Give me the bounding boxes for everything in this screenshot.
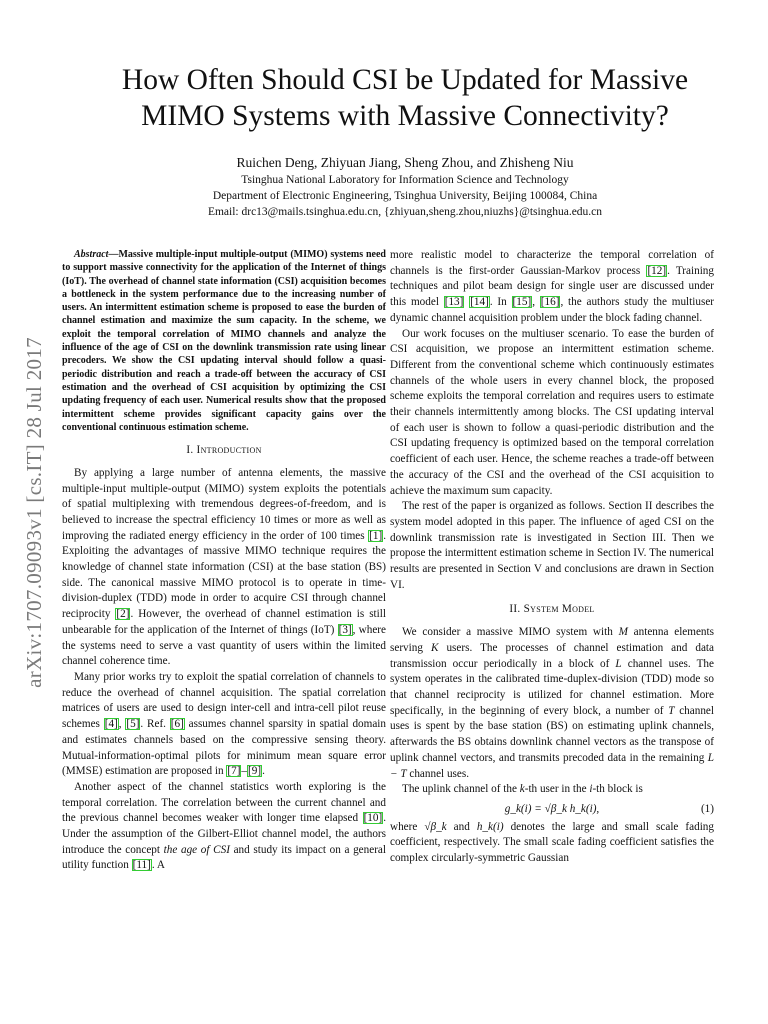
- intro-paragraph-2: [62, 670, 386, 780]
- arxiv-stamp: [14, 0, 54, 1024]
- text-run: and study its impact on a general utility function: [62, 843, 386, 872]
- equation-1-number: (1): [700, 802, 714, 815]
- intro-paragraph-4: Our work focuses on the multiuser scenario. To ease the burden of CSI acquisition, we propose an intermittent estimation scheme. Different from the conventional scheme which continuously estimates channels of the whole users in every channel block, the proposed scheme exploits the temporal correlation and requires users to estimate their channels intermittently among blocks. The CSI updating interval of each user is shown to follow a quasi-periodic distribution and the CSI updating frequency is optimized based on the temporal correlation coefficient of each user. Hence, the scheme reaches a trade-off between the accuracy of the CSI and the overhead of the CSI acquisition to achieve the maximum sum capacity.: [390, 327, 714, 497]
- text-run: . Exploiting the advantages of massive MIMO technique requires the knowledge of channel state information (CSI) at the base station (BS) side. The canonical massive MIMO protocol is to operate in time-division-duplex (TDD) mode in order to acquire CSI through channel reciprocity: [62, 529, 386, 621]
- text-run: . Training techniques and pilot beam design for single user are discussed under this model: [390, 264, 714, 309]
- text-run: antenna elements serving: [390, 626, 714, 654]
- math-symbol: k: [519, 783, 525, 796]
- right-column: [390, 248, 714, 867]
- intro-paragraph-5: The rest of the paper is organized as follows. Section II describes the system model adopted in this paper. The influence of aged CSI on the downlink transmission rate is investigated in Section III. Then we propose the intermittent estimation scheme in Section IV. The numerical results are presented in Section V and conclusions are drawn in Section VI.: [390, 500, 714, 591]
- text-run: . Ref.: [140, 718, 170, 731]
- math-symbol: L: [615, 657, 622, 670]
- text-run: -th block is: [592, 783, 643, 796]
- citation-link[interactable]: [14]: [470, 296, 489, 309]
- text-run: channel uses. The system operates in the calibrated time-duplex-division (TDD) mode so that channel reciprocity is utilized for channel estimation. More specifically, in the beginning of every block, a number of: [390, 657, 714, 717]
- citation-link[interactable]: [12]: [647, 264, 667, 277]
- citation-link[interactable]: [4]: [104, 718, 118, 731]
- math-symbol: √β_k: [424, 820, 447, 833]
- citation-link[interactable]: [15]: [512, 296, 532, 309]
- text-run: . Under the assumption of the Gilbert-Elliot channel model, the authors introduce the concept: [62, 812, 386, 856]
- text-run: denotes the large and small scale fading coefficient, respectively. The small scale fading coefficient satisfies the complex circularly-symmetric Gaussian: [390, 820, 714, 865]
- text-run: Many prior works try to exploit the spatial correlation of channels to reduce the overhead of channel acquisition. The spatial correlation matrices of users are used to design inter-cell and intra-cell pilot reuse schemes: [62, 671, 386, 731]
- citation-link[interactable]: [5]: [126, 718, 140, 731]
- text-run: . In: [489, 296, 512, 309]
- text-run: channel uses.: [406, 767, 470, 780]
- arxiv-stamp-text: arXiv:1707.09093v1 [cs.IT] 28 Jul 2017: [21, 336, 46, 688]
- abstract: [62, 248, 386, 434]
- emphasis-age-of-csi: the age of CSI: [163, 843, 230, 856]
- system-model-paragraph-3: [390, 820, 714, 867]
- citation-link[interactable]: [2]: [116, 608, 130, 621]
- text-run: , where the systems need to serve a vast quantity of users within the limited channel coherence time.: [62, 623, 386, 668]
- system-model-paragraph-1: [390, 625, 714, 782]
- intro-paragraph-1: [62, 466, 386, 670]
- citation-link[interactable]: [7]: [227, 765, 241, 778]
- text-run: where: [390, 820, 425, 833]
- section-1-heading: I. Introduction: [186, 444, 262, 457]
- math-symbol: K: [430, 641, 439, 654]
- text-run: By applying a large number of antenna elements, the massive multiple-input multiple-output (MIMO) system exploits the potentials of spatial multiplexing with tremendous degrees-of-freedom, and is believed to increase the spectral efficiency 10 times or more as well as improving the radiated energy efficiency in the order of 100 times: [62, 466, 386, 542]
- text-run: .: [262, 765, 265, 778]
- math-symbol: i: [589, 783, 593, 796]
- text-run: assumes channel sparsity in spatial domain and estimates channels based on the compressive sensing theory. Mutual-information-optimal pilots for minimum mean square error (MMSE) estimation are proposed in: [62, 718, 387, 778]
- title-line-2: MIMO Systems with Massive Connectivity?: [141, 100, 669, 132]
- text-run: The uplink channel of the: [402, 783, 520, 796]
- math-symbol: T: [668, 704, 675, 717]
- author-emails: Email: drc13@mails.tsinghua.edu.cn, {zhiyuan,sheng.zhou,niuzhs}@tsinghua.edu.cn: [207, 206, 603, 218]
- authors: Ruichen Deng, Zhiyuan Jiang, Sheng Zhou, and Zhisheng Niu: [236, 155, 574, 170]
- paper-header: [70, 62, 740, 220]
- equation-1-expression: g_k(i) = √β_k h_k(i),: [504, 802, 600, 815]
- text-run: users. The processes of channel estimation and data transmission occur periodically in a block of: [390, 641, 714, 670]
- text-run: and: [446, 820, 477, 833]
- text-run: ,: [118, 718, 126, 731]
- citation-link[interactable]: [16]: [540, 296, 560, 309]
- title-line-1: How Often Should CSI be Updated for Massive: [121, 64, 689, 96]
- citation-link[interactable]: [10]: [363, 812, 383, 825]
- citation-link[interactable]: [9]: [248, 765, 262, 778]
- text-run: ,: [532, 296, 540, 309]
- section-2-heading: II. System Model: [509, 603, 595, 616]
- affiliation-department: Department of Electronic Engineering, Tsinghua University, Beijing 100084, China: [212, 190, 598, 202]
- text-run: . However, the overhead of channel estimation is still unbearable for the application of the Internet of things (IoT): [62, 608, 386, 636]
- text-run: , the authors study the multiuser dynamic channel acquisition problem under the block fading channel.: [390, 296, 715, 324]
- intro-paragraph-3-continued: [390, 248, 714, 327]
- text-run: more realistic model to characterize the temporal correlation of channels is the first-order Gaussian-Markov process: [390, 249, 714, 277]
- paper-title: [70, 62, 740, 134]
- math-symbol: L − T: [390, 751, 714, 780]
- citation-link[interactable]: [3]: [338, 623, 352, 636]
- math-symbol: M: [618, 626, 628, 639]
- affiliation-lab: Tsinghua National Laboratory for Information Science and Technology: [241, 174, 569, 186]
- citation-link[interactable]: [13]: [444, 296, 464, 309]
- citation-link[interactable]: [11]: [132, 859, 151, 872]
- text-run: -th user in the: [524, 783, 590, 796]
- math-symbol: h_k(i): [476, 820, 504, 833]
- citation-link[interactable]: [1]: [369, 529, 383, 542]
- text-run: channel uses is spent by the base station (BS) on estimating uplink channels, afterwards the BS obtains downlink channel vectors as the transpose of uplink channel vectors, and transmits precoded data in the remaining: [390, 704, 714, 764]
- citation-link[interactable]: [6]: [170, 718, 184, 731]
- text-run: . A: [151, 859, 165, 872]
- text-run: We consider a massive MIMO system with: [402, 626, 619, 639]
- text-run: Another aspect of the channel statistics worth exploring is the temporal correlation. The correlation between the current channel and the previous channel becomes weaker with longer time elapsed: [62, 780, 386, 825]
- left-column: [62, 248, 386, 874]
- text-run: –: [241, 765, 248, 778]
- abstract-label: Abstract: [74, 249, 109, 260]
- abstract-text: —Massive multiple-input multiple-output (MIMO) systems need to support massive connectivity for the application of the Internet of things (IoT). The overhead of channel state information (CSI) acquisition becomes a bottleneck in the system performance due to the increasing number of users. An intermittent estimation scheme is proposed to ease the burden of channel estimation and maximize the sum capacity. In the scheme, we exploit the temporal correlation of MIMO channels and analyze the influence of the age of CSI on the downlink transmission rate using linear precoders. We show the CSI updating interval should follow a quasi-periodic distribution and reach a trade-off between the accuracy of CSI estimation and the overhead of CSI acquisition by optimizing the CSI updating frequency of each user. Numerical results show that the proposed intermittent scheme provides significant capacity gains over the conventional continuous estimation scheme.: [62, 249, 386, 433]
- intro-paragraph-3: [62, 780, 386, 874]
- equation-1: [390, 802, 714, 818]
- system-model-paragraph-2: [390, 782, 714, 798]
